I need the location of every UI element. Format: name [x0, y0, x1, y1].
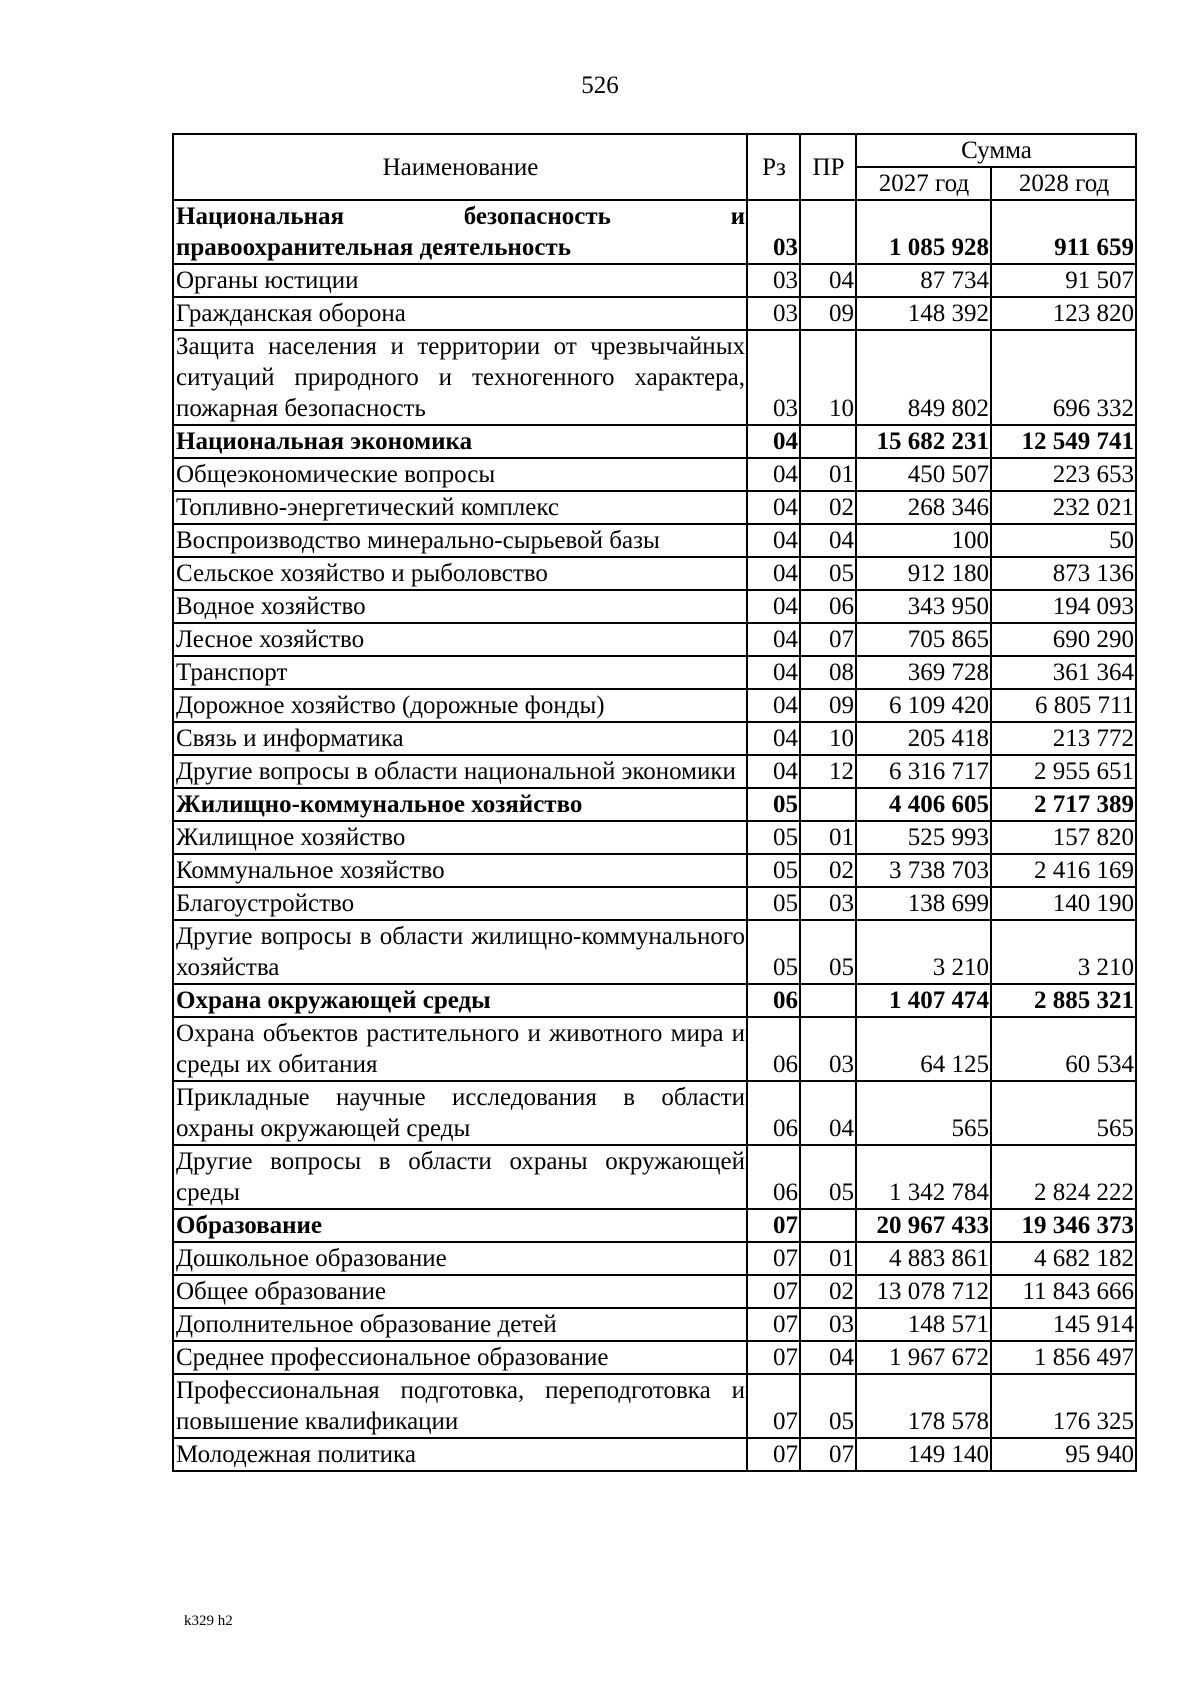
table-section-row [173, 425, 1136, 458]
header-name: Наименование [173, 134, 747, 200]
row-name: Охрана объектов растительного и животного мира и среды их обитания [173, 1017, 747, 1081]
table-row [173, 297, 1136, 330]
row-rz: 05 [747, 854, 800, 887]
row-sum-2028: 157 820 [991, 821, 1136, 854]
row-sum-2028: 690 290 [991, 623, 1136, 656]
row-sum-2027: 525 993 [856, 821, 991, 854]
header-rz: Рз [747, 134, 800, 200]
row-sum-2027: 369 728 [856, 656, 991, 689]
row-sum-2028: 123 820 [991, 297, 1136, 330]
row-sum-2028: 140 190 [991, 887, 1136, 920]
row-name: Защита населения и территории от чрезвычайных ситуаций природного и техногенного характера, пожарная безопасность [173, 330, 747, 425]
row-name: Другие вопросы в области охраны окружающей среды [173, 1145, 747, 1209]
table-row [173, 689, 1136, 722]
row-sum-2028: 361 364 [991, 656, 1136, 689]
row-sum-2028: 11 843 666 [991, 1275, 1136, 1308]
table-row [173, 1438, 1136, 1471]
row-sum-2027: 20 967 433 [856, 1209, 991, 1242]
row-rz: 05 [747, 821, 800, 854]
row-sum-2028: 2 955 651 [991, 755, 1136, 788]
row-pr: 07 [800, 1438, 856, 1471]
row-name: Другие вопросы в области национальной экономики [173, 755, 747, 788]
row-name: Сельское хозяйство и рыболовство [173, 557, 747, 590]
row-rz: 05 [747, 920, 800, 984]
row-pr: 03 [800, 1017, 856, 1081]
row-rz: 04 [747, 557, 800, 590]
row-pr: 09 [800, 297, 856, 330]
row-pr [800, 788, 856, 821]
table-row [173, 1081, 1136, 1145]
table-row [173, 854, 1136, 887]
row-sum-2028: 696 332 [991, 330, 1136, 425]
table-body [173, 200, 1136, 1471]
row-pr: 01 [800, 458, 856, 491]
row-pr [800, 984, 856, 1017]
row-rz: 06 [747, 984, 800, 1017]
header-year-2028: 2028 год [991, 167, 1136, 200]
row-sum-2027: 268 346 [856, 491, 991, 524]
row-name: Лесное хозяйство [173, 623, 747, 656]
table-row [173, 557, 1136, 590]
row-sum-2028: 12 549 741 [991, 425, 1136, 458]
row-name: Охрана окружающей среды [173, 984, 747, 1017]
row-pr: 10 [800, 330, 856, 425]
row-pr: 05 [800, 1374, 856, 1438]
row-sum-2027: 1 085 928 [856, 200, 991, 264]
row-pr: 01 [800, 1242, 856, 1275]
row-name: Общеэкономические вопросы [173, 458, 747, 491]
table-row [173, 458, 1136, 491]
table-header-row [173, 134, 1136, 167]
row-pr: 04 [800, 1081, 856, 1145]
table-row [173, 264, 1136, 297]
row-rz: 07 [747, 1209, 800, 1242]
table-row [173, 1341, 1136, 1374]
row-sum-2027: 6 316 717 [856, 755, 991, 788]
row-pr [800, 200, 856, 264]
header-pr: ПР [800, 134, 856, 200]
row-sum-2027: 343 950 [856, 590, 991, 623]
row-sum-2028: 4 682 182 [991, 1242, 1136, 1275]
row-rz: 04 [747, 623, 800, 656]
row-sum-2027: 1 407 474 [856, 984, 991, 1017]
table-section-row [173, 984, 1136, 1017]
row-sum-2028: 145 914 [991, 1308, 1136, 1341]
table-row [173, 656, 1136, 689]
row-sum-2028: 2 885 321 [991, 984, 1136, 1017]
row-sum-2027: 6 109 420 [856, 689, 991, 722]
row-sum-2028: 3 210 [991, 920, 1136, 984]
row-pr: 05 [800, 920, 856, 984]
row-rz: 04 [747, 491, 800, 524]
table-section-row [173, 788, 1136, 821]
row-pr: 04 [800, 524, 856, 557]
row-pr: 09 [800, 689, 856, 722]
row-name: Среднее профессиональное образование [173, 1341, 747, 1374]
row-sum-2028: 565 [991, 1081, 1136, 1145]
row-pr: 05 [800, 1145, 856, 1209]
table-row [173, 1145, 1136, 1209]
row-rz: 06 [747, 1017, 800, 1081]
row-pr: 03 [800, 1308, 856, 1341]
row-pr: 04 [800, 264, 856, 297]
row-name: Дошкольное образование [173, 1242, 747, 1275]
table-row [173, 330, 1136, 425]
row-rz: 04 [747, 458, 800, 491]
row-sum-2027: 100 [856, 524, 991, 557]
row-name: Общее образование [173, 1275, 747, 1308]
row-sum-2027: 148 571 [856, 1308, 991, 1341]
row-sum-2028: 2 824 222 [991, 1145, 1136, 1209]
row-name: Связь и информатика [173, 722, 747, 755]
row-sum-2028: 911 659 [991, 200, 1136, 264]
row-sum-2028: 223 653 [991, 458, 1136, 491]
row-name: Профессиональная подготовка, переподготовка и повышение квалификации [173, 1374, 747, 1438]
row-pr: 07 [800, 623, 856, 656]
row-rz: 07 [747, 1341, 800, 1374]
row-pr [800, 1209, 856, 1242]
table-row [173, 920, 1136, 984]
row-pr: 08 [800, 656, 856, 689]
table-row [173, 524, 1136, 557]
row-rz: 07 [747, 1275, 800, 1308]
row-sum-2028: 6 805 711 [991, 689, 1136, 722]
table-row [173, 590, 1136, 623]
row-pr: 01 [800, 821, 856, 854]
row-rz: 07 [747, 1374, 800, 1438]
row-sum-2027: 849 802 [856, 330, 991, 425]
row-rz: 07 [747, 1438, 800, 1471]
row-name: Другие вопросы в области жилищно-коммунального хозяйства [173, 920, 747, 984]
row-sum-2027: 450 507 [856, 458, 991, 491]
row-rz: 05 [747, 887, 800, 920]
row-pr: 02 [800, 854, 856, 887]
table-row [173, 722, 1136, 755]
row-rz: 06 [747, 1145, 800, 1209]
row-sum-2027: 4 883 861 [856, 1242, 991, 1275]
row-sum-2028: 50 [991, 524, 1136, 557]
row-sum-2027: 1 967 672 [856, 1341, 991, 1374]
row-pr: 02 [800, 491, 856, 524]
row-name: Молодежная политика [173, 1438, 747, 1471]
row-sum-2028: 2 717 389 [991, 788, 1136, 821]
header-year-2027: 2027 год [856, 167, 991, 200]
row-rz: 03 [747, 264, 800, 297]
row-name: Коммунальное хозяйство [173, 854, 747, 887]
row-rz: 04 [747, 425, 800, 458]
row-sum-2028: 873 136 [991, 557, 1136, 590]
row-name: Топливно-энергетический комплекс [173, 491, 747, 524]
table-row [173, 821, 1136, 854]
row-name: Благоустройство [173, 887, 747, 920]
row-rz: 03 [747, 330, 800, 425]
row-name: Дополнительное образование детей [173, 1308, 747, 1341]
table-row [173, 1242, 1136, 1275]
table-row [173, 623, 1136, 656]
row-sum-2028: 2 416 169 [991, 854, 1136, 887]
row-rz: 04 [747, 755, 800, 788]
row-sum-2027: 15 682 231 [856, 425, 991, 458]
table-row [173, 491, 1136, 524]
row-name: Гражданская оборона [173, 297, 747, 330]
row-sum-2028: 95 940 [991, 1438, 1136, 1471]
row-rz: 03 [747, 297, 800, 330]
row-sum-2028: 60 534 [991, 1017, 1136, 1081]
row-sum-2028: 91 507 [991, 264, 1136, 297]
row-rz: 06 [747, 1081, 800, 1145]
row-rz: 03 [747, 200, 800, 264]
row-sum-2027: 3 738 703 [856, 854, 991, 887]
row-name: Национальная экономика [173, 425, 747, 458]
table-row [173, 755, 1136, 788]
header-sum: Сумма [856, 134, 1136, 167]
table-row [173, 887, 1136, 920]
row-rz: 04 [747, 590, 800, 623]
row-sum-2027: 3 210 [856, 920, 991, 984]
row-name: Образование [173, 1209, 747, 1242]
row-pr: 06 [800, 590, 856, 623]
row-rz: 07 [747, 1242, 800, 1275]
row-rz: 04 [747, 524, 800, 557]
row-rz: 04 [747, 722, 800, 755]
row-name: Органы юстиции [173, 264, 747, 297]
row-name: Жилищное хозяйство [173, 821, 747, 854]
row-rz: 05 [747, 788, 800, 821]
budget-table [172, 133, 1137, 1472]
table-section-row [173, 200, 1136, 264]
row-name: Дорожное хозяйство (дорожные фонды) [173, 689, 747, 722]
row-rz: 04 [747, 689, 800, 722]
row-sum-2027: 13 078 712 [856, 1275, 991, 1308]
row-pr: 12 [800, 755, 856, 788]
row-name: Транспорт [173, 656, 747, 689]
row-sum-2027: 87 734 [856, 264, 991, 297]
row-name: Водное хозяйство [173, 590, 747, 623]
row-sum-2027: 565 [856, 1081, 991, 1145]
row-pr: 10 [800, 722, 856, 755]
row-sum-2027: 4 406 605 [856, 788, 991, 821]
row-sum-2027: 1 342 784 [856, 1145, 991, 1209]
table-row [173, 1017, 1136, 1081]
row-sum-2027: 705 865 [856, 623, 991, 656]
row-pr: 05 [800, 557, 856, 590]
row-sum-2028: 232 021 [991, 491, 1136, 524]
row-sum-2028: 176 325 [991, 1374, 1136, 1438]
row-sum-2027: 64 125 [856, 1017, 991, 1081]
row-pr [800, 425, 856, 458]
row-sum-2027: 205 418 [856, 722, 991, 755]
row-pr: 03 [800, 887, 856, 920]
row-pr: 04 [800, 1341, 856, 1374]
row-rz: 07 [747, 1308, 800, 1341]
footer-code: k329 h2 [184, 1613, 233, 1629]
row-pr: 02 [800, 1275, 856, 1308]
row-sum-2027: 149 140 [856, 1438, 991, 1471]
row-name: Воспроизводство минерально-сырьевой базы [173, 524, 747, 557]
row-sum-2027: 912 180 [856, 557, 991, 590]
row-sum-2027: 138 699 [856, 887, 991, 920]
row-sum-2028: 194 093 [991, 590, 1136, 623]
row-sum-2027: 148 392 [856, 297, 991, 330]
row-name: Жилищно-коммунальное хозяйство [173, 788, 747, 821]
row-name: Национальная безопасность и правоохранительная деятельность [173, 200, 747, 264]
page-number: 526 [581, 72, 619, 99]
row-sum-2027: 178 578 [856, 1374, 991, 1438]
table-row [173, 1275, 1136, 1308]
row-name: Прикладные научные исследования в области охраны окружающей среды [173, 1081, 747, 1145]
row-rz: 04 [747, 656, 800, 689]
row-sum-2028: 1 856 497 [991, 1341, 1136, 1374]
table-section-row [173, 1209, 1136, 1242]
row-sum-2028: 213 772 [991, 722, 1136, 755]
table-row [173, 1308, 1136, 1341]
row-sum-2028: 19 346 373 [991, 1209, 1136, 1242]
table-row [173, 1374, 1136, 1438]
